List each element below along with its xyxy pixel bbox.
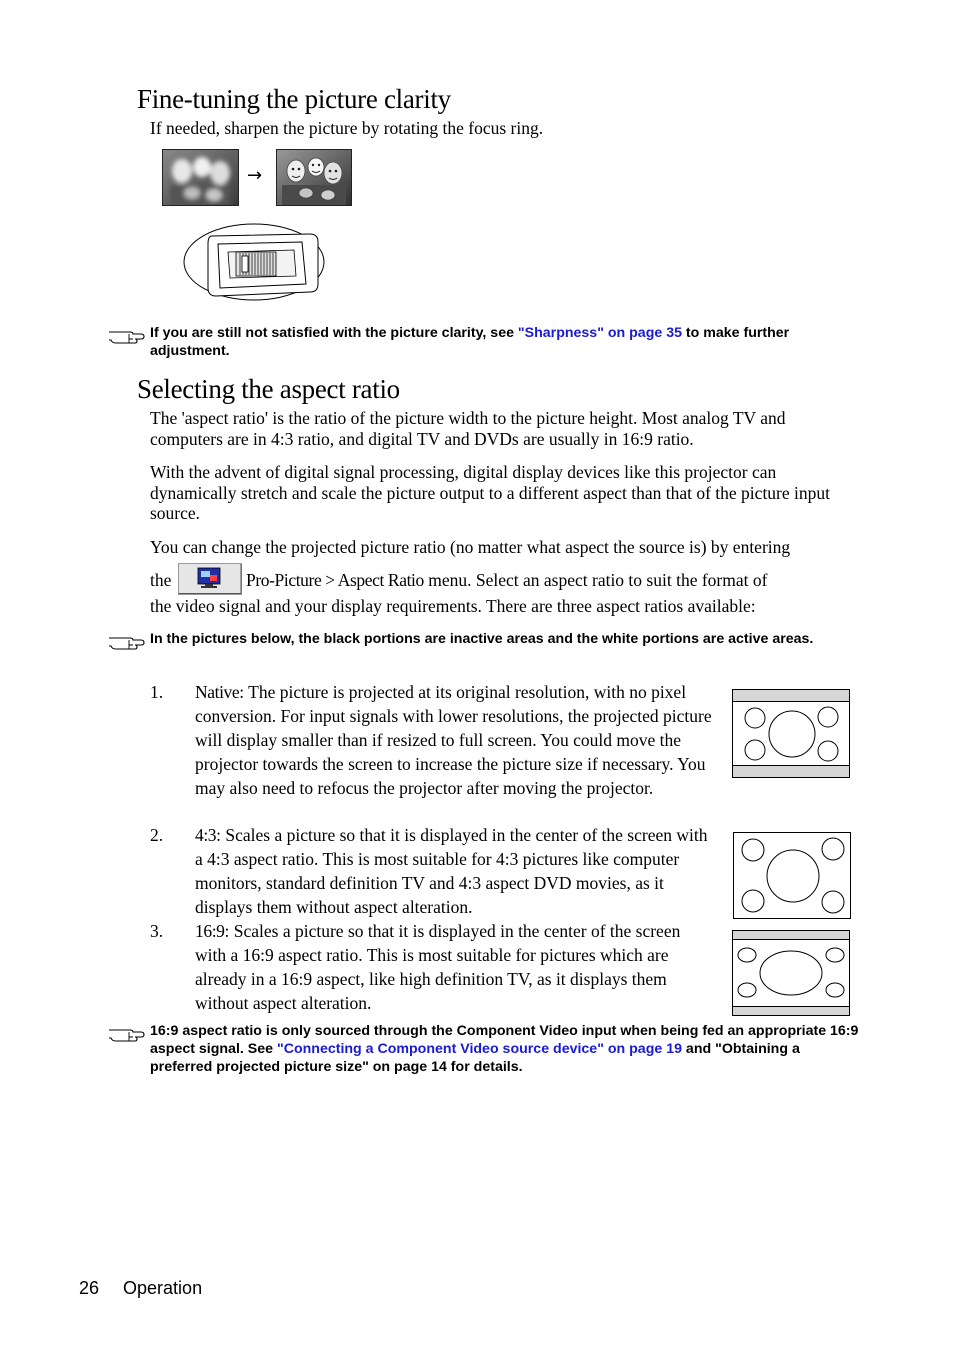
note-hand-icon bbox=[108, 632, 146, 657]
aspect-para-3-line2 bbox=[246, 570, 767, 591]
aspect-4-3-diagram bbox=[733, 832, 851, 919]
aspect-para-3-line1: You can change the projected picture ratio (no matter what aspect the source is) by entering bbox=[150, 537, 791, 557]
list-term: 4:3 bbox=[195, 825, 217, 845]
list-number: 2. bbox=[150, 825, 164, 845]
note-sharpness bbox=[150, 324, 865, 360]
list-item-16-9 bbox=[195, 919, 715, 1015]
page-number: 26 bbox=[79, 1278, 100, 1298]
aspect-para-3-line3: the video signal and your display requirements. There are three aspect ratios available: bbox=[150, 596, 756, 616]
focus-ring-illustration bbox=[182, 222, 326, 302]
note-text: to make further adjustment. bbox=[150, 325, 790, 359]
list-item-native bbox=[195, 680, 715, 800]
section-title-aspect-ratio: Selecting the aspect ratio bbox=[137, 374, 400, 404]
list-number: 1. bbox=[150, 682, 164, 702]
aspect-para-2: With the advent of digital signal processing, digital display devices like this projector can dynamically stretch and scale the picture output to a different aspect than that of the picture input source. bbox=[150, 462, 830, 523]
aspect-ratio-menu-icon bbox=[178, 563, 242, 595]
aspect-16-9-diagram bbox=[732, 930, 850, 1016]
list-item-4-3 bbox=[195, 823, 715, 919]
blurry-picture bbox=[162, 149, 239, 206]
list-number: 3. bbox=[150, 921, 164, 941]
list-term: Native bbox=[195, 682, 240, 702]
list-desc: : Scales a picture so that it is displayed in the center of the screen with a 16:9 aspect ratio. This is most suitable for pictures which are already in a 16:9 aspect, like high definition TV, as it displays them without aspect alteration. bbox=[195, 921, 681, 1013]
aspect-para-3-the: the bbox=[150, 570, 172, 590]
arrow-right-icon: → bbox=[247, 165, 263, 186]
note-hand-icon bbox=[108, 1024, 146, 1049]
note-text: 16:9 aspect ratio is only sourced through the Component Video input when being fed an appropriate 16:9 aspect signal. See bbox=[150, 1023, 859, 1057]
intro-text: If needed, sharpen the picture by rotating the focus ring. bbox=[150, 118, 544, 138]
note-16-9-component bbox=[150, 1022, 865, 1076]
sharpness-link[interactable]: "Sharpness" on page 35 bbox=[517, 325, 682, 341]
list-desc: : The picture is projected at its original resolution, with no pixel conversion. For input signals with lower resolutions, the projected picture will display smaller than if resized to full screen. You could move the projector towards the screen to increase the picture size if necessary. You may also need to refocus the projector after moving the projector. bbox=[195, 682, 712, 798]
native-diagram bbox=[732, 689, 850, 778]
page-footer bbox=[79, 1278, 202, 1299]
note-text: and "Obtaining a preferred projected picture size" on page 14 for details. bbox=[150, 1041, 800, 1075]
note-hand-icon bbox=[108, 326, 146, 351]
section-title-fine-tuning: Fine-tuning the picture clarity bbox=[137, 84, 451, 114]
note-text: If you are still not satisfied with the picture clarity, see bbox=[150, 325, 518, 341]
aspect-para-1: The 'aspect ratio' is the ratio of the picture width to the picture height. Most analog TV and computers are in 4:3 ratio, and digital TV and DVDs are usually in 16:9 ratio. bbox=[150, 408, 786, 449]
note-active-areas: In the pictures below, the black portions are inactive areas and the white portions are active areas. bbox=[150, 631, 814, 647]
list-term: 16:9 bbox=[195, 921, 225, 941]
footer-section: Operation bbox=[123, 1278, 203, 1298]
component-video-link[interactable]: "Connecting a Component Video source device" on page 19 bbox=[276, 1041, 682, 1057]
sharp-picture bbox=[276, 149, 352, 206]
para-text: menu. Select an aspect ratio to suit the format of bbox=[423, 570, 768, 590]
menu-path: Pro-Picture > Aspect Ratio bbox=[246, 570, 424, 590]
list-desc: : Scales a picture so that it is displayed in the center of the screen with a 4:3 aspect ratio. This is most suitable for 4:3 pictures like computer monitors, standard definition TV and 4:3 aspect DVD movies, as it displays them without aspect alteration. bbox=[195, 825, 708, 917]
